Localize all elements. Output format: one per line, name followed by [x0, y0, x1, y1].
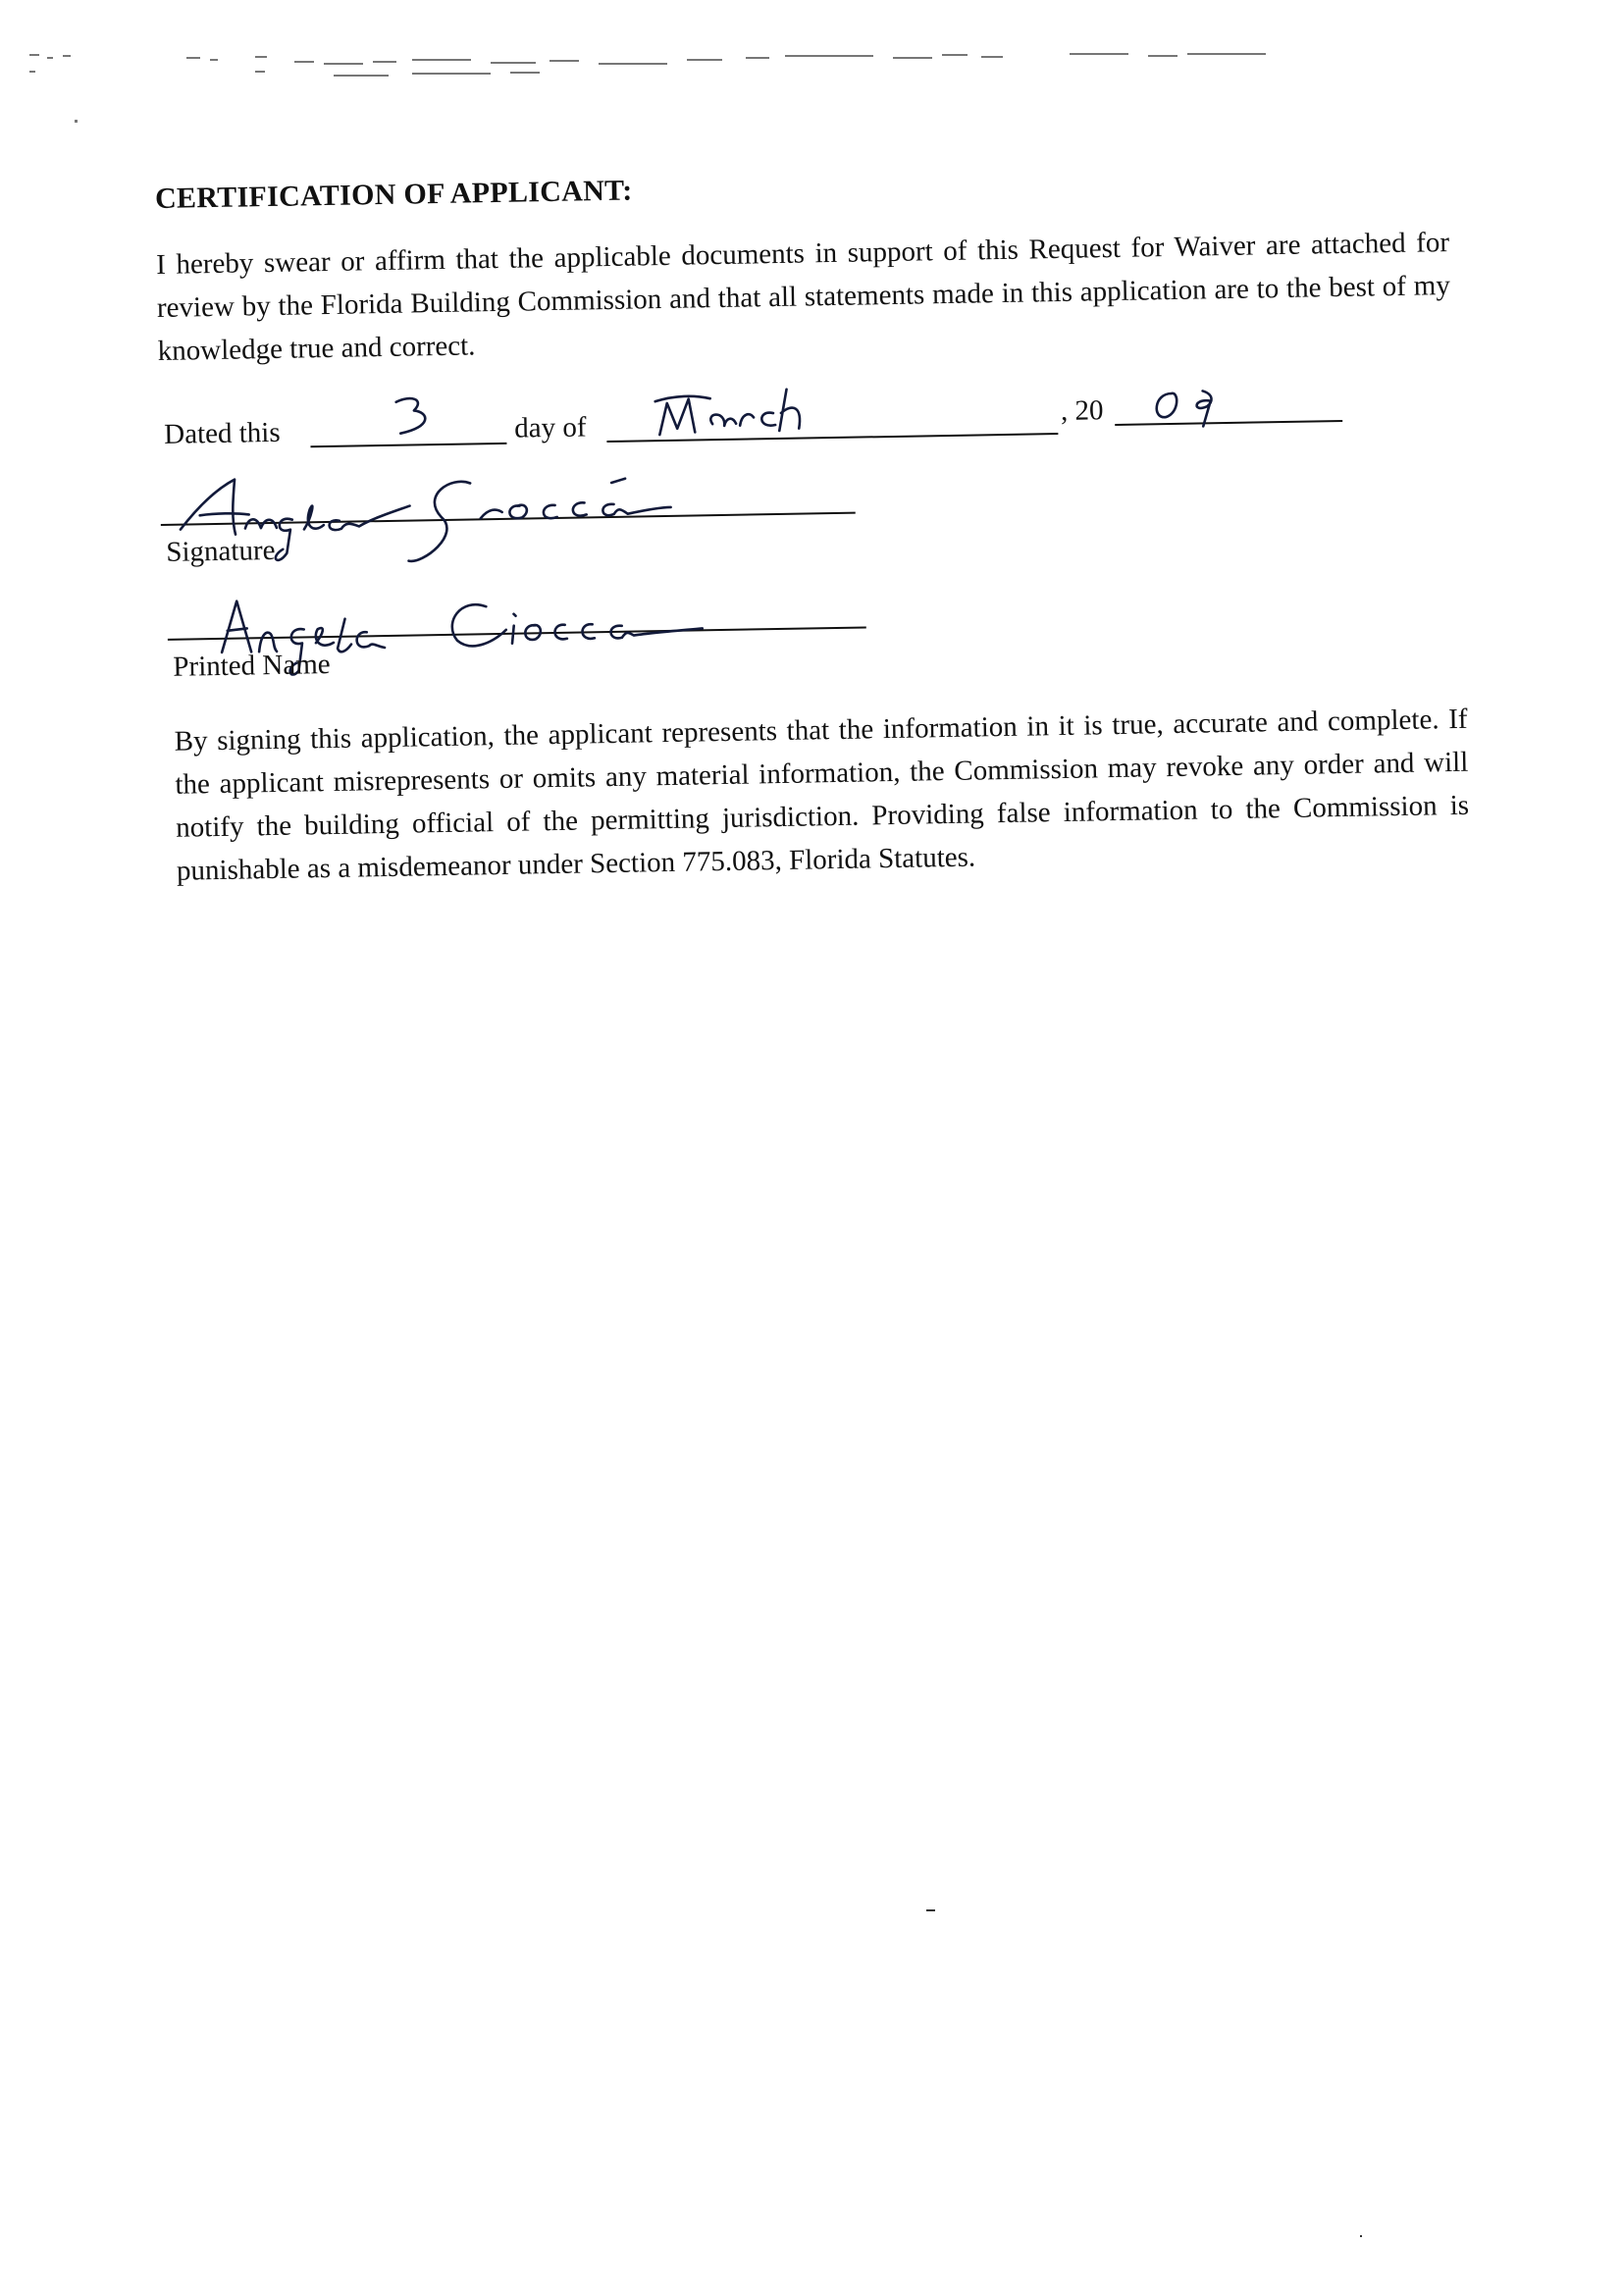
scan-speck	[926, 1909, 935, 1911]
signature-label: Signature	[166, 534, 276, 568]
month-value-handwriting	[654, 382, 871, 449]
day-value-handwriting	[391, 395, 437, 444]
dated-label: Dated this	[163, 416, 281, 450]
certification-statement: I hereby swear or affirm that the applicable documents in support of this Request for Waiver are attached for review by the Florida Building Commission and that all statements made in this application are to the best of my knowledge true and correct.	[155, 227, 1451, 368]
printed-name-label: Printed Name	[173, 648, 331, 683]
disclaimer-text: By signing this application, the applicant represents that the information in it is true, accurate and complete. If the applicant misrepresents or omits any material information, the Commission may revoke any order and will notify the building official of the permitting jurisdiction. Providing false information to the Commission is punishable as a misdemeanor under Section 775.083, Florida Statutes.	[174, 703, 1470, 887]
certification-heading: CERTIFICATION OF APPLICANT:	[154, 174, 633, 216]
year-prefix: , 20	[1060, 394, 1104, 427]
year-value-handwriting	[1149, 379, 1225, 436]
day-of-label: day of	[513, 411, 587, 444]
scan-speck	[1360, 2235, 1362, 2237]
year-blank	[1115, 420, 1342, 426]
